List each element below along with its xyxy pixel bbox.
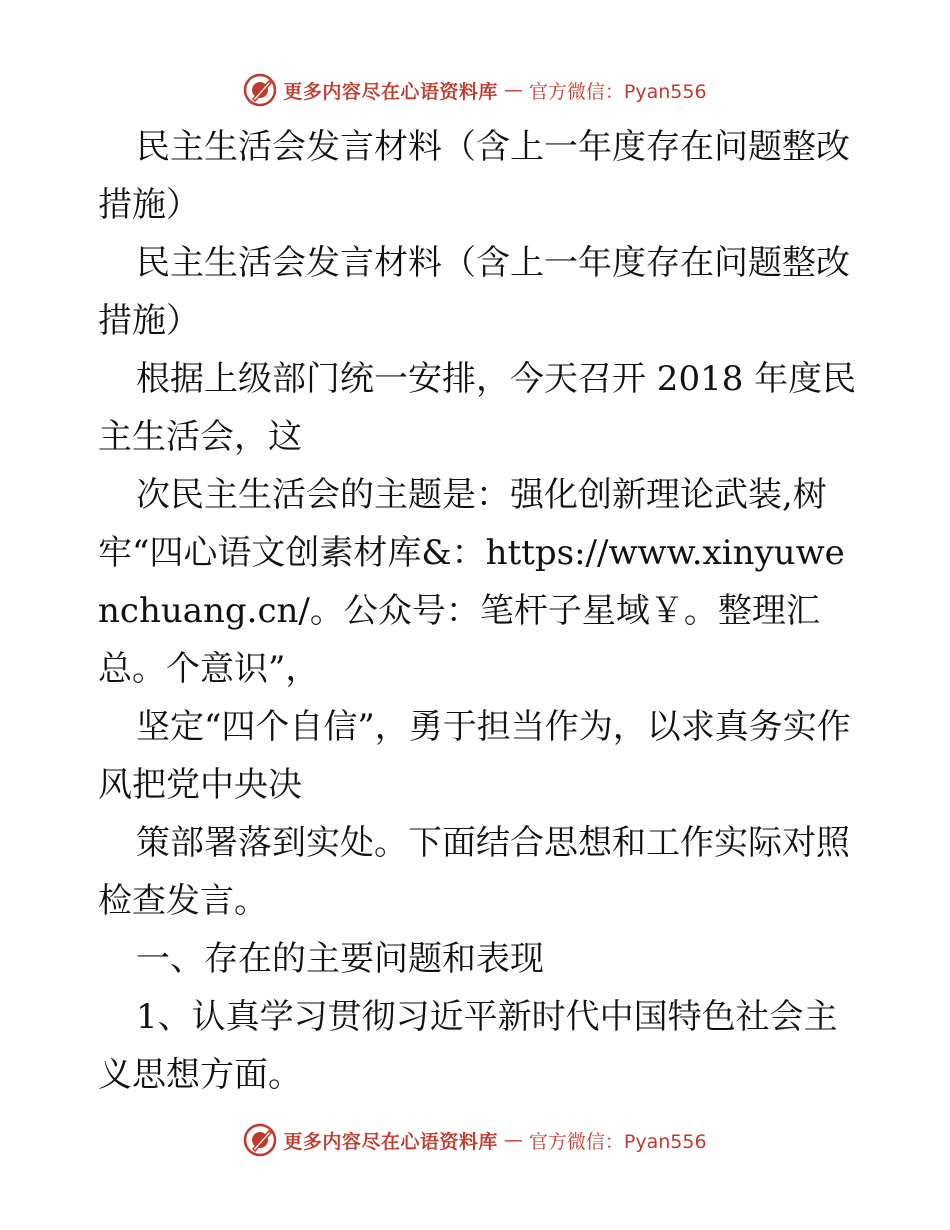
paragraph-theme: 次民主生活会的主题是：强化创新理论武装,树牢“四心语文创素材库&：https://www.xinyuwenchuang.cn/。公众号：笔杆子星域￥。整理汇总。个意识”， <box>98 475 845 689</box>
header-watermark-banner <box>0 70 950 110</box>
paragraph-confidence: 坚定“四个自信”，勇于担当作为，以求真务实作风把党中央决 <box>98 707 851 805</box>
paragraph-title-2: 民主生活会发言材料（含上一年度存在问题整改措施） <box>98 243 850 341</box>
banner-dash: — <box>503 1129 523 1151</box>
banner-title: 更多内容尽在心语资料库 <box>283 80 498 103</box>
paragraph-intro: 根据上级部门统一安排，今天召开 2018 年度民主生活会，这 <box>98 359 857 457</box>
section-heading: 一、存在的主要问题和表现 <box>136 939 544 979</box>
pen-logo-icon <box>243 73 277 107</box>
pen-logo-icon <box>243 1123 277 1157</box>
banner-contact: 官方微信：Pyan556 <box>528 80 707 103</box>
paragraph-deployment: 策部署落到实处。下面结合思想和工作实际对照检查发言。 <box>98 823 850 921</box>
banner-title: 更多内容尽在心语资料库 <box>283 1130 498 1153</box>
subsection-heading: 1、认真学习贯彻习近平新时代中国特色社会主义思想方面。 <box>98 997 838 1095</box>
paragraph-title-1: 民主生活会发言材料（含上一年度存在问题整改措施） <box>98 127 850 225</box>
banner-dash: — <box>503 79 523 101</box>
footer-watermark-banner <box>0 1120 950 1160</box>
document-body <box>98 118 858 1104</box>
banner-contact: 官方微信：Pyan556 <box>528 1130 707 1153</box>
